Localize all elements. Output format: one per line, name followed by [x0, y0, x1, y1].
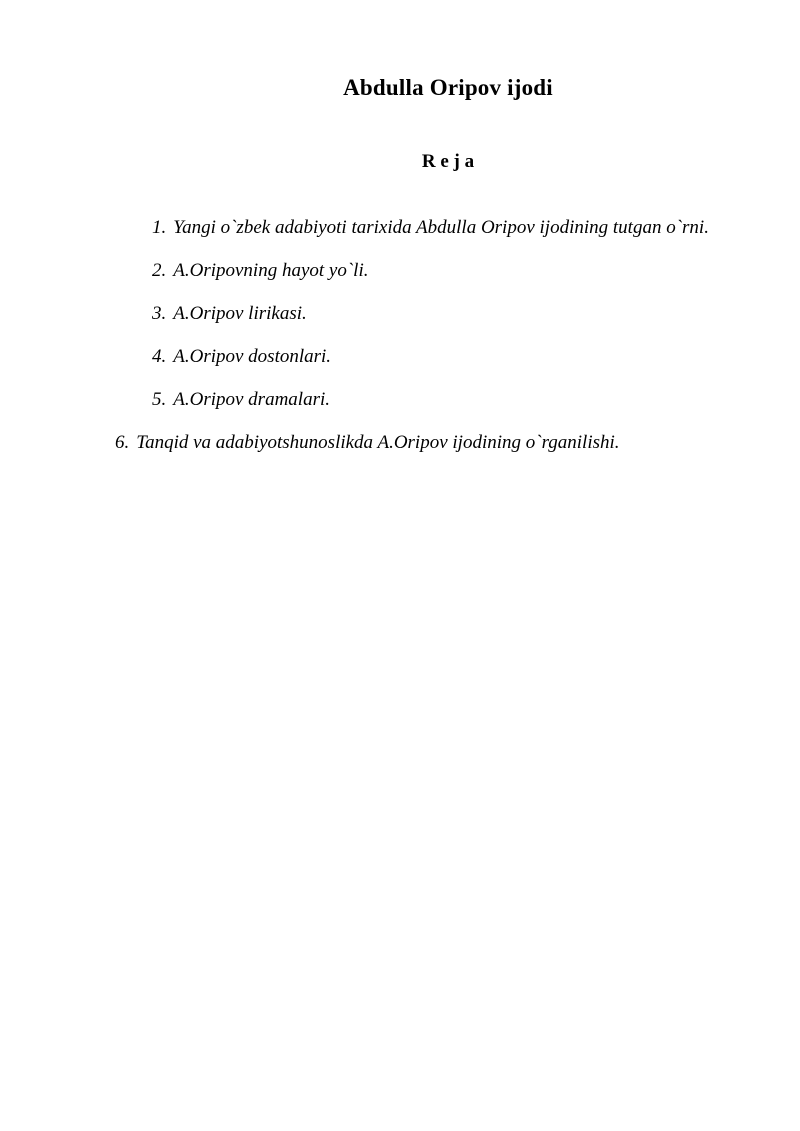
- plan-item-4-text: A.Oripov dostonlari.: [173, 346, 332, 367]
- plan-item-1-number: 1.: [152, 217, 167, 238]
- plan-item-5-number: 5.: [152, 389, 167, 410]
- plan-item-6: [0, 421, 800, 464]
- plan-item-2-text: A.Oripovning hayot yo`li.: [173, 260, 369, 281]
- plan-item-3-number: 3.: [152, 303, 167, 324]
- plan-item-3: [0, 292, 800, 335]
- plan-item-5: [0, 378, 800, 421]
- plan-list: [0, 206, 800, 464]
- plan-item-5-text: A.Oripov dramalari.: [173, 389, 330, 410]
- plan-item-1-text: Yangi o`zbek adabiyoti tarixida Abdulla Oripov ijodining tutgan o`rni.: [173, 217, 709, 238]
- document-subtitle: R e j a: [421, 151, 475, 172]
- plan-item-6-text: Tanqid va adabiyotshunoslikda A.Oripov ijodining o`rganilishi.: [136, 432, 620, 453]
- plan-item-4: [0, 335, 800, 378]
- document-title: Abdulla Oripov ijodi: [343, 75, 553, 100]
- plan-item-2: [0, 249, 800, 292]
- plan-item-2-number: 2.: [152, 260, 167, 281]
- plan-item-6-number: 6.: [115, 432, 130, 453]
- plan-item-4-number: 4.: [152, 346, 167, 367]
- plan-item-1: [0, 206, 800, 249]
- plan-item-3-text: A.Oripov lirikasi.: [173, 303, 307, 324]
